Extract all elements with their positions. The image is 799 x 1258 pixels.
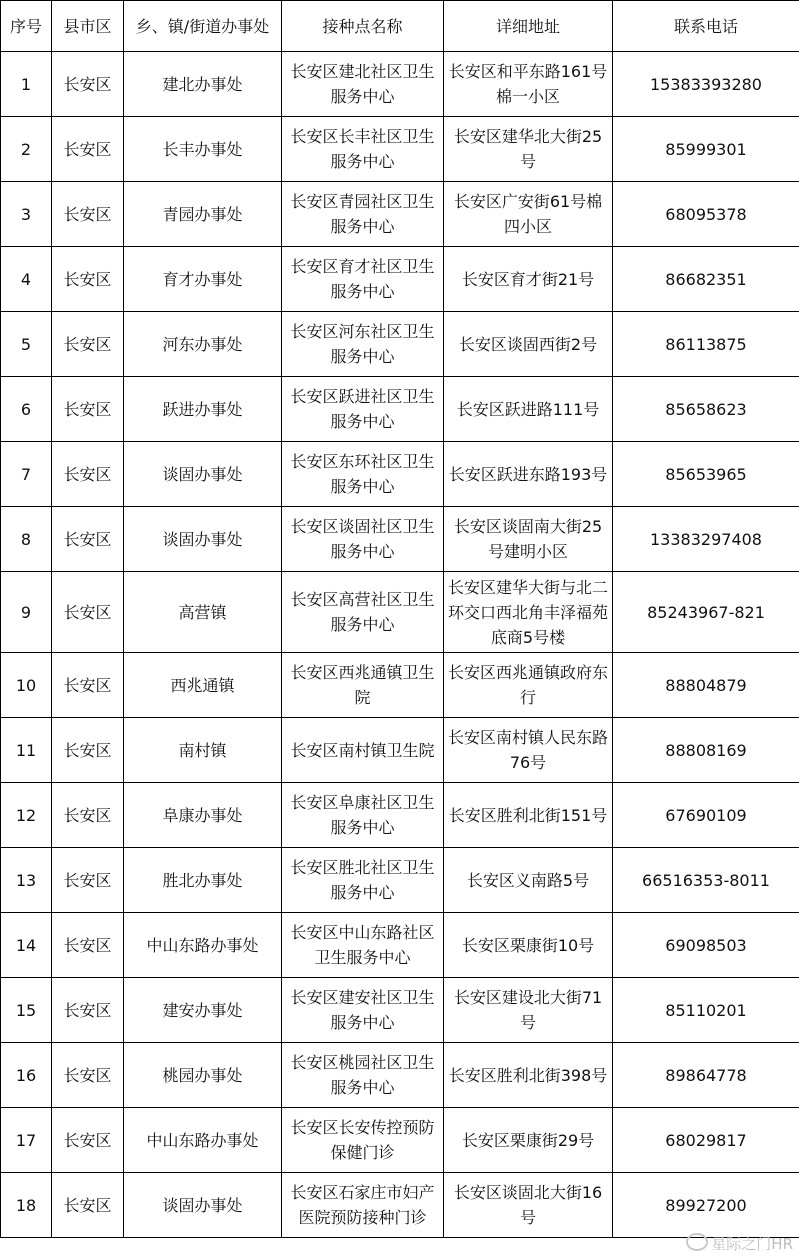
table-row [1, 117, 799, 182]
cell-site-name: 长安区中山东路社区卫生服务中心 [282, 913, 444, 978]
table-row [1, 507, 799, 572]
cell-site-name: 长安区建安社区卫生服务中心 [282, 978, 444, 1043]
cell-county: 长安区 [52, 1043, 124, 1108]
cell-county: 长安区 [52, 1173, 124, 1238]
table-row [1, 978, 799, 1043]
cell-site-name: 长安区南村镇卫生院 [282, 718, 444, 783]
cell-county: 长安区 [52, 442, 124, 507]
table-row [1, 848, 799, 913]
cell-index: 3 [1, 182, 52, 247]
header-address: 详细地址 [444, 1, 613, 52]
cell-subdistrict: 长丰办事处 [124, 117, 282, 182]
cell-index: 12 [1, 783, 52, 848]
table-row [1, 182, 799, 247]
cell-phone: 13383297408 [613, 507, 799, 572]
cell-address: 长安区胜利北街151号 [444, 783, 613, 848]
cell-index: 1 [1, 52, 52, 117]
cell-subdistrict: 中山东路办事处 [124, 1108, 282, 1173]
cell-site-name: 长安区长丰社区卫生服务中心 [282, 117, 444, 182]
cell-county: 长安区 [52, 653, 124, 718]
cell-phone: 85110201 [613, 978, 799, 1043]
cell-index: 9 [1, 572, 52, 653]
cell-subdistrict: 谈固办事处 [124, 442, 282, 507]
cell-subdistrict: 高营镇 [124, 572, 282, 653]
cell-phone: 69098503 [613, 913, 799, 978]
cell-phone: 68095378 [613, 182, 799, 247]
cell-address: 长安区栗康街29号 [444, 1108, 613, 1173]
table-row [1, 1173, 799, 1238]
table-row [1, 377, 799, 442]
cell-county: 长安区 [52, 978, 124, 1043]
cell-county: 长安区 [52, 312, 124, 377]
header-site-name: 接种点名称 [282, 1, 444, 52]
header-county: 县市区 [52, 1, 124, 52]
cell-county: 长安区 [52, 848, 124, 913]
cell-site-name: 长安区石家庄市妇产医院预防接种门诊 [282, 1173, 444, 1238]
cell-index: 8 [1, 507, 52, 572]
cell-site-name: 长安区胜北社区卫生服务中心 [282, 848, 444, 913]
weibo-icon [686, 1233, 708, 1251]
cell-address: 长安区胜利北街398号 [444, 1043, 613, 1108]
header-subdistrict: 乡、镇/街道办事处 [124, 1, 282, 52]
cell-phone: 85653965 [613, 442, 799, 507]
cell-phone: 88808169 [613, 718, 799, 783]
cell-county: 长安区 [52, 1108, 124, 1173]
cell-address: 长安区栗康街10号 [444, 913, 613, 978]
cell-index: 16 [1, 1043, 52, 1108]
header-index: 序号 [1, 1, 52, 52]
cell-index: 15 [1, 978, 52, 1043]
cell-site-name: 长安区长安传控预防保健门诊 [282, 1108, 444, 1173]
cell-county: 长安区 [52, 117, 124, 182]
cell-county: 长安区 [52, 783, 124, 848]
cell-address: 长安区育才街21号 [444, 247, 613, 312]
cell-phone: 15383393280 [613, 52, 799, 117]
cell-index: 11 [1, 718, 52, 783]
cell-phone: 85658623 [613, 377, 799, 442]
cell-county: 长安区 [52, 572, 124, 653]
cell-index: 4 [1, 247, 52, 312]
cell-subdistrict: 胜北办事处 [124, 848, 282, 913]
cell-subdistrict: 阜康办事处 [124, 783, 282, 848]
cell-site-name: 长安区东环社区卫生服务中心 [282, 442, 444, 507]
cell-county: 长安区 [52, 52, 124, 117]
cell-address: 长安区西兆通镇政府东行 [444, 653, 613, 718]
cell-site-name: 长安区高营社区卫生服务中心 [282, 572, 444, 653]
cell-address: 长安区南村镇人民东路76号 [444, 718, 613, 783]
cell-county: 长安区 [52, 247, 124, 312]
table-row [1, 312, 799, 377]
cell-site-name: 长安区河东社区卫生服务中心 [282, 312, 444, 377]
cell-subdistrict: 育才办事处 [124, 247, 282, 312]
table-row [1, 442, 799, 507]
cell-address: 长安区谈固西街2号 [444, 312, 613, 377]
cell-phone: 86113875 [613, 312, 799, 377]
cell-subdistrict: 中山东路办事处 [124, 913, 282, 978]
cell-subdistrict: 青园办事处 [124, 182, 282, 247]
table-row [1, 572, 799, 653]
table-row [1, 718, 799, 783]
cell-index: 17 [1, 1108, 52, 1173]
cell-address: 长安区建华北大街25号 [444, 117, 613, 182]
cell-site-name: 长安区青园社区卫生服务中心 [282, 182, 444, 247]
table-row [1, 1043, 799, 1108]
cell-address: 长安区谈固南大街25号建明小区 [444, 507, 613, 572]
cell-phone: 67690109 [613, 783, 799, 848]
cell-phone: 66516353-8011 [613, 848, 799, 913]
cell-index: 13 [1, 848, 52, 913]
table-row [1, 653, 799, 718]
cell-site-name: 长安区阜康社区卫生服务中心 [282, 783, 444, 848]
header-phone: 联系电话 [613, 1, 799, 52]
cell-subdistrict: 河东办事处 [124, 312, 282, 377]
cell-index: 14 [1, 913, 52, 978]
cell-phone: 85243967-821 [613, 572, 799, 653]
cell-index: 7 [1, 442, 52, 507]
cell-address: 长安区谈固北大街16号 [444, 1173, 613, 1238]
cell-site-name: 长安区桃园社区卫生服务中心 [282, 1043, 444, 1108]
watermark [686, 1233, 793, 1254]
table-row [1, 247, 799, 312]
cell-index: 2 [1, 117, 52, 182]
cell-site-name: 长安区西兆通镇卫生院 [282, 653, 444, 718]
cell-subdistrict: 南村镇 [124, 718, 282, 783]
table-row [1, 1108, 799, 1173]
cell-address: 长安区义南路5号 [444, 848, 613, 913]
cell-county: 长安区 [52, 377, 124, 442]
cell-address: 长安区建设北大街71号 [444, 978, 613, 1043]
cell-address: 长安区广安街61号棉四小区 [444, 182, 613, 247]
cell-address: 长安区建华大街与北二环交口西北角丰泽福苑底商5号楼 [444, 572, 613, 653]
cell-index: 10 [1, 653, 52, 718]
cell-index: 18 [1, 1173, 52, 1238]
cell-index: 6 [1, 377, 52, 442]
watermark-text: 星际之门HR [711, 1235, 793, 1253]
cell-site-name: 长安区建北社区卫生服务中心 [282, 52, 444, 117]
cell-subdistrict: 跃进办事处 [124, 377, 282, 442]
cell-subdistrict: 桃园办事处 [124, 1043, 282, 1108]
cell-phone: 89864778 [613, 1043, 799, 1108]
cell-phone: 86682351 [613, 247, 799, 312]
cell-phone: 89927200 [613, 1173, 799, 1238]
cell-site-name: 长安区育才社区卫生服务中心 [282, 247, 444, 312]
cell-site-name: 长安区谈固社区卫生服务中心 [282, 507, 444, 572]
table-row [1, 913, 799, 978]
cell-index: 5 [1, 312, 52, 377]
table-row [1, 783, 799, 848]
cell-subdistrict: 谈固办事处 [124, 507, 282, 572]
cell-phone: 85999301 [613, 117, 799, 182]
cell-county: 长安区 [52, 718, 124, 783]
cell-county: 长安区 [52, 507, 124, 572]
cell-phone: 88804879 [613, 653, 799, 718]
cell-subdistrict: 谈固办事处 [124, 1173, 282, 1238]
cell-address: 长安区和平东路161号棉一小区 [444, 52, 613, 117]
table-row [1, 52, 799, 117]
cell-subdistrict: 西兆通镇 [124, 653, 282, 718]
table-header-row [1, 1, 799, 52]
cell-phone: 68029817 [613, 1108, 799, 1173]
cell-county: 长安区 [52, 182, 124, 247]
cell-subdistrict: 建安办事处 [124, 978, 282, 1043]
cell-address: 长安区跃进路111号 [444, 377, 613, 442]
cell-address: 长安区跃进东路193号 [444, 442, 613, 507]
cell-subdistrict: 建北办事处 [124, 52, 282, 117]
cell-site-name: 长安区跃进社区卫生服务中心 [282, 377, 444, 442]
cell-county: 长安区 [52, 913, 124, 978]
